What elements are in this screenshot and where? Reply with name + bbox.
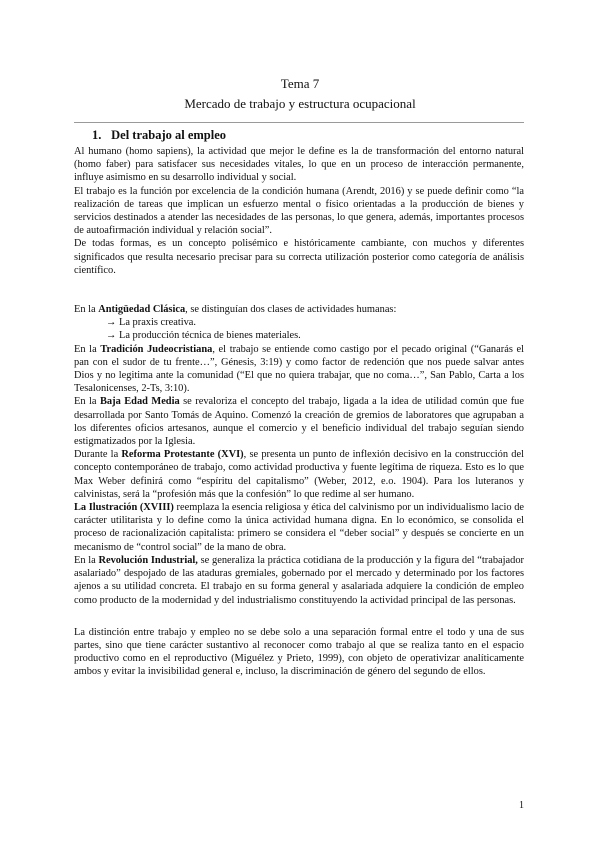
bold-term: Revolución Industrial,: [98, 554, 198, 566]
section-title: Del trabajo al empleo: [111, 128, 227, 142]
paragraph-text: En la: [74, 343, 101, 355]
paragraph-text: En la: [74, 396, 100, 408]
paragraph-text: se revaloriza el concepto del trabajo, ligada a la idea de utilidad común que fue desarrollada por Santo Tomás de Aquino. Comenzó la creación de gremios de laboratores que agrupaban a los diferentes oficios artesanos, aunque el comercio y el beneficio individual del trabajo seguían siendo estigmatizados por la Iglesia.: [74, 396, 524, 448]
paragraph-distincion: La distinción entre trabajo y empleo no se debe solo a una separación formal entre el todo y una de sus partes, sino que tiene carácter sustantivo al reconocer como trabajo al que se realiza tanto en el espacio productivo como en el reproductivo (Miguélez y Prieto, 1999), con objeto de operativizar analíticamente ambos y evitar la invisibilidad general e, incluso, la discriminación de género del segundo de ellos.: [74, 626, 524, 678]
bold-term: Baja Edad Media: [99, 396, 180, 408]
paragraph-reforma: [74, 448, 524, 501]
paragraph-text: , se distinguían dos clases de actividades humanas:: [185, 304, 397, 316]
paragraph-text: , se presenta un punto de inflexión decisivo en la construcción del concepto contemporáneo de trabajo, como actividad productiva y fuente legítima de riqueza. Esto es lo que Max Weber definirá como “espíritu del capitalismo” (Weber, 2012, e.o. 1904). Para los luteranos y calvinistas, será la “profesión más que la confesión” lo que redime al ser humano.: [74, 449, 524, 500]
paragraph-text: se generaliza la práctica cotidiana de la producción y la figura del “trabajador asalariado” despojado de las ataduras gremiales, gobernado por el mercado y determinado por los factores ajenos a su utilidad concreta. El trabajo en su forma general y asalariada adquiere la condición de empleo como producto de la modernidad y del industrialismo constituyendo la actividad principal de las personas.: [74, 554, 524, 606]
paragraph-text: Durante la: [74, 449, 122, 461]
paragraph-revolucion: [74, 554, 524, 607]
body-text-block-1: [74, 145, 524, 679]
paragraph-text: En la: [74, 554, 99, 566]
paragraph-intro: Al humano (homo sapiens), la actividad que mejor le define es la de transformación del entorno natural (homo faber) para satisfacer sus necesidades vitales, lo que en un proceso de interacción permanente, influye asimismo en su desarrollo individual y social.: [74, 146, 524, 184]
bold-term: Antigüedad Clásica: [98, 304, 186, 316]
bold-term: Tradición Judeocristiana: [100, 343, 213, 355]
section-heading: [92, 128, 226, 143]
paragraph-judeocristiana: [74, 343, 524, 396]
paragraph-polysemic: De todas formas, es un concepto polisémico e históricamente cambiante, con muchos y diferentes significados que resulta necesario precisar para su correcta utilización posterior como categoría de análisis científico.: [74, 238, 524, 276]
bold-term: La Ilustración (XVIII): [74, 502, 174, 514]
title-divider: [74, 122, 524, 123]
section-number: 1.: [92, 128, 102, 142]
paragraph-edad-media: [74, 395, 524, 448]
page-number: 1: [519, 800, 524, 811]
paragraph-ilustracion: [74, 501, 524, 554]
paragraph-antiguedad: [74, 303, 524, 316]
document-title: Tema 7: [280, 76, 320, 91]
list-item-praxis: → La praxis creativa.: [106, 317, 197, 329]
paragraph-text: En la: [74, 304, 99, 316]
paragraph-text: reemplaza la esencia religiosa y ética del calvinismo por un individualismo lacio de carácter utilitarista y lo define como la única actividad humana digna. En lo económico, se consolida el proceso de racionalización capitalista: primero se considera el “deber social” y después se concierte en un mecanismo de “control social” de la mano de obra.: [74, 502, 525, 553]
list-item-produccion: → La producción técnica de bienes materiales.: [106, 330, 301, 342]
paragraph-text: , el trabajo se entiende como castigo por el pecado original (“Ganarás el pan con el sudor de tu frente…”, Génesis, 3:19) y como factor de redención que nos puede salvar antes Dios y no legitima ante la comunidad (“El que no quiera trabajar, que no coma…”, San Pablo, Carta a los Tesalonicenses, 2-Ts, 3:10).: [74, 343, 524, 395]
bold-term: Reforma Protestante (XVI): [121, 449, 244, 461]
document-subtitle: Mercado de trabajo y estructura ocupacional: [184, 96, 416, 111]
paragraph-definition: El trabajo es la función por excelencia de la condición humana (Arendt, 2016) y se puede definir como “la realización de tareas que implican un esfuerzo mental o físico orientadas a la producción de bienes y servicios destinados a atender las necesidades de las personas, lo que genera, además, importantes procesos de autoafirmación individual y relación social”.: [74, 185, 524, 237]
